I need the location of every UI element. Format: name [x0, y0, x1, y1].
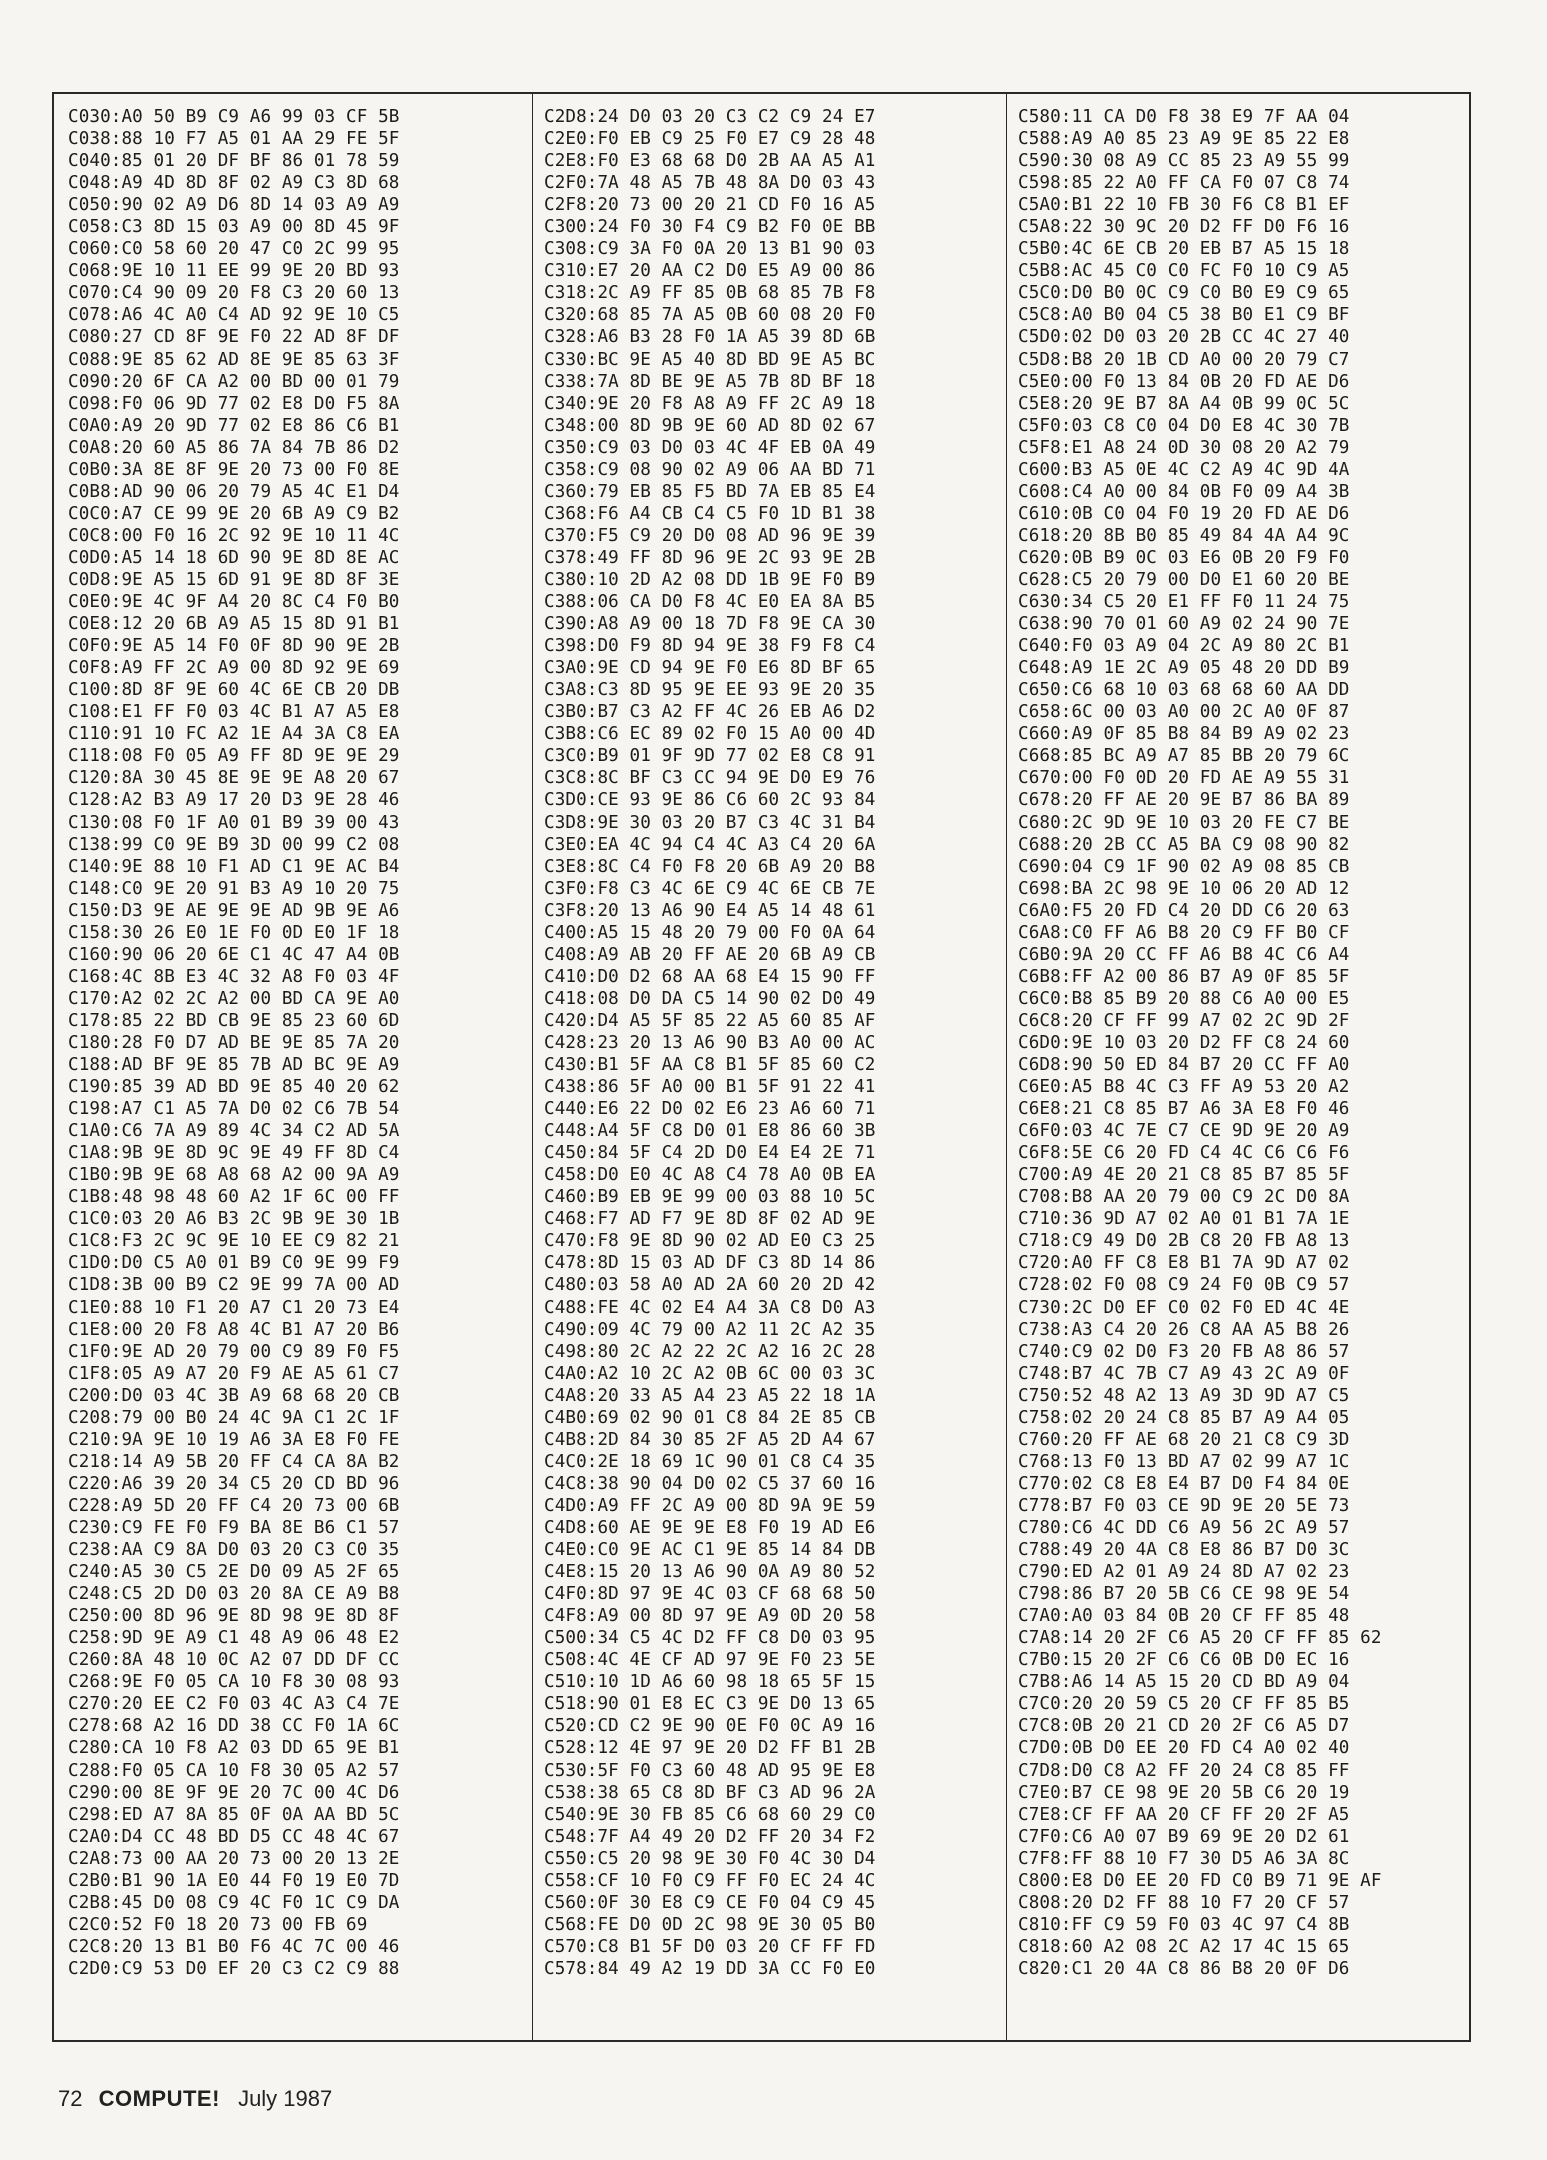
code-line: C3B8:C6 EC 89 02 F0 15 A0 00 4D: [544, 724, 876, 745]
code-line: C1F8:05 A9 A7 20 F9 AE A5 61 C7: [68, 1363, 400, 1384]
code-line: C3E0:EA 4C 94 C4 4C A3 C4 20 6A: [544, 834, 876, 855]
code-line: C2E8:F0 E3 68 68 D0 2B AA A5 A1: [544, 151, 876, 172]
code-line: C260:8A 48 10 0C A2 07 DD DF CC: [68, 1650, 400, 1671]
code-line: C698:BA 2C 98 9E 10 06 20 AD 12: [1018, 878, 1350, 899]
page-footer: [58, 2086, 332, 2112]
code-line: C370:F5 C9 20 D0 08 AD 96 9E 39: [544, 525, 876, 546]
code-line: C768:13 F0 13 BD A7 02 99 A7 1C: [1018, 1451, 1350, 1472]
code-line: C470:F8 9E 8D 90 02 AD E0 C3 25: [544, 1231, 876, 1252]
code-line: C778:B7 F0 03 CE 9D 9E 20 5E 73: [1018, 1495, 1350, 1516]
code-line: C600:B3 A5 0E 4C C2 A9 4C 9D 4A: [1018, 459, 1350, 480]
code-line: C710:36 9D A7 02 A0 01 B1 7A 1E: [1018, 1209, 1350, 1230]
code-line: C810:FF C9 59 F0 03 4C 97 C4 8B: [1018, 1914, 1350, 1935]
code-line: C178:85 22 BD CB 9E 85 23 60 6D: [68, 1010, 400, 1031]
code-line: C0E0:9E 4C 9F A4 20 8C C4 F0 B0: [68, 592, 400, 613]
issue-date: July 1987: [238, 2086, 333, 2111]
code-line: C070:C4 90 09 20 F8 C3 20 60 13: [68, 283, 400, 304]
code-line: C528:12 4E 97 9E 20 D2 FF B1 2B: [544, 1738, 876, 1759]
code-line: C148:C0 9E 20 91 B3 A9 10 20 75: [68, 878, 400, 899]
code-line: C7E0:B7 CE 98 9E 20 5B C6 20 19: [1018, 1782, 1350, 1803]
code-line: C0B0:3A 8E 8F 9E 20 73 00 F0 8E: [68, 459, 400, 480]
code-line: C1C8:F3 2C 9C 9E 10 EE C9 82 21: [68, 1231, 400, 1252]
code-line: C418:08 D0 DA C5 14 90 02 D0 49: [544, 988, 876, 1009]
code-line: C300:24 F0 30 F4 C9 B2 F0 0E BB: [544, 217, 876, 238]
code-line: C2E0:F0 EB C9 25 F0 E7 C9 28 48: [544, 129, 876, 150]
code-line: C438:86 5F A0 00 B1 5F 91 22 41: [544, 1077, 876, 1098]
code-line: C628:C5 20 79 00 D0 E1 60 20 BE: [1018, 569, 1350, 590]
code-line: C210:9A 9E 10 19 A6 3A E8 F0 FE: [68, 1429, 400, 1450]
code-line: C6A0:F5 20 FD C4 20 DD C6 20 63: [1018, 900, 1350, 921]
code-line: C0F0:9E A5 14 F0 0F 8D 90 9E 2B: [68, 636, 400, 657]
code-line: C1A8:9B 9E 8D 9C 9E 49 FF 8D C4: [68, 1143, 400, 1164]
code-line: C3C8:8C BF C3 CC 94 9E D0 E9 76: [544, 768, 876, 789]
code-line: C468:F7 AD F7 9E 8D 8F 02 AD 9E: [544, 1209, 876, 1230]
code-line: C818:60 A2 08 2C A2 17 4C 15 65: [1018, 1936, 1350, 1957]
code-line: C220:A6 39 20 34 C5 20 CD BD 96: [68, 1473, 400, 1494]
code-line: C608:C4 A0 00 84 0B F0 09 A4 3B: [1018, 481, 1350, 502]
code-line: C808:20 D2 FF 88 10 F7 20 CF 57: [1018, 1892, 1350, 1913]
code-line: C820:C1 20 4A C8 86 B8 20 0F D6: [1018, 1958, 1350, 1979]
code-line: C1A0:C6 7A A9 89 4C 34 C2 AD 5A: [68, 1121, 400, 1142]
code-line: C7D8:D0 C8 A2 FF 20 24 C8 85 FF: [1018, 1760, 1350, 1781]
code-line: C728:02 F0 08 C9 24 F0 0B C9 57: [1018, 1275, 1350, 1296]
code-line: C248:C5 2D D0 03 20 8A CE A9 B8: [68, 1584, 400, 1605]
code-line: C0A0:A9 20 9D 77 02 E8 86 C6 B1: [68, 415, 400, 436]
code-line: C328:A6 B3 28 F0 1A A5 39 8D 6B: [544, 327, 876, 348]
magazine-name: COMPUTE!: [98, 2086, 220, 2111]
code-line: C4D0:A9 FF 2C A9 00 8D 9A 9E 59: [544, 1495, 876, 1516]
code-line: C620:0B B9 0C 03 E6 0B 20 F9 F0: [1018, 547, 1350, 568]
code-line: C448:A4 5F C8 D0 01 E8 86 60 3B: [544, 1121, 876, 1142]
code-line: C340:9E 20 F8 A8 A9 FF 2C A9 18: [544, 393, 876, 414]
code-line: C6D8:90 50 ED 84 B7 20 CC FF A0: [1018, 1055, 1350, 1076]
code-line: C140:9E 88 10 F1 AD C1 9E AC B4: [68, 856, 400, 877]
code-line: C3E8:8C C4 F0 F8 20 6B A9 20 B8: [544, 856, 876, 877]
code-line: C098:F0 06 9D 77 02 E8 D0 F5 8A: [68, 393, 400, 414]
code-line: C5C8:A0 B0 04 C5 38 B0 E1 C9 BF: [1018, 305, 1350, 326]
code-line: C3D0:CE 93 9E 86 C6 60 2C 93 84: [544, 790, 876, 811]
code-line: C5F0:03 C8 C0 04 D0 E8 4C 30 7B: [1018, 415, 1350, 436]
code-line: C480:03 58 A0 AD 2A 60 20 2D 42: [544, 1275, 876, 1296]
code-line: C1D8:3B 00 B9 C2 9E 99 7A 00 AD: [68, 1275, 400, 1296]
code-line: C110:91 10 FC A2 1E A4 3A C8 EA: [68, 724, 400, 745]
code-line: C0D8:9E A5 15 6D 91 9E 8D 8F 3E: [68, 569, 400, 590]
code-line: C440:E6 22 D0 02 E6 23 A6 60 71: [544, 1099, 876, 1120]
code-line: C348:00 8D 9B 9E 60 AD 8D 02 67: [544, 415, 876, 436]
code-line: C460:B9 EB 9E 99 00 03 88 10 5C: [544, 1187, 876, 1208]
code-line: C780:C6 4C DD C6 A9 56 2C A9 57: [1018, 1518, 1350, 1538]
code-line: C790:ED A2 01 A9 24 8D A7 02 23: [1018, 1562, 1350, 1583]
code-line: C238:AA C9 8A D0 03 20 C3 C0 35: [68, 1540, 400, 1561]
code-line: C5B0:4C 6E CB 20 EB B7 A5 15 18: [1018, 239, 1350, 260]
code-line: C518:90 01 E8 EC C3 9E D0 13 65: [544, 1694, 876, 1715]
code-line: C6E0:A5 B8 4C C3 FF A9 53 20 A2: [1018, 1077, 1350, 1098]
code-line: C048:A9 4D 8D 8F 02 A9 C3 8D 68: [68, 173, 400, 194]
code-line: C678:20 FF AE 20 9E B7 86 BA 89: [1018, 790, 1350, 811]
code-line: C108:E1 FF F0 03 4C B1 A7 A5 E8: [68, 702, 400, 723]
code-line: C498:80 2C A2 22 2C A2 16 2C 28: [544, 1341, 876, 1362]
code-line: C6B8:FF A2 00 86 B7 A9 0F 85 5F: [1018, 966, 1350, 987]
code-line: C4C0:2E 18 69 1C 90 01 C8 C4 35: [544, 1451, 876, 1472]
code-line: C580:11 CA D0 F8 38 E9 7F AA 04: [1018, 107, 1350, 127]
code-line: C038:88 10 F7 A5 01 AA 29 FE 5F: [68, 129, 400, 150]
code-line: C748:B7 4C 7B C7 A9 43 2C A9 0F: [1018, 1363, 1350, 1384]
code-line: C080:27 CD 8F 9E F0 22 AD 8F DF: [68, 327, 400, 348]
code-line: C4C8:38 90 04 D0 02 C5 37 60 16: [544, 1473, 876, 1494]
code-line: C548:7F A4 49 20 D2 FF 20 34 F2: [544, 1826, 876, 1847]
code-line: C218:14 A9 5B 20 FF C4 CA 8A B2: [68, 1451, 400, 1472]
code-line: C688:20 2B CC A5 BA C9 08 90 82: [1018, 834, 1350, 855]
code-line: C180:28 F0 D7 AD BE 9E 85 7A 20: [68, 1032, 400, 1053]
code-line: C750:52 48 A2 13 A9 3D 9D A7 C5: [1018, 1385, 1350, 1406]
code-line: C540:9E 30 FB 85 C6 68 60 29 C0: [544, 1804, 876, 1825]
code-line: C5C0:D0 B0 0C C9 C0 B0 E9 C9 65: [1018, 283, 1350, 304]
code-line: C530:5F F0 C3 60 48 AD 95 9E E8: [544, 1760, 876, 1781]
code-line: C308:C9 3A F0 0A 20 13 B1 90 03: [544, 239, 876, 260]
code-line: C030:A0 50 B9 C9 A6 99 03 CF 5B: [68, 107, 400, 127]
code-line: C7A8:14 20 2F C6 A5 20 CF FF 85 62: [1018, 1628, 1382, 1649]
code-line: C5E8:20 9E B7 8A A4 0B 99 0C 5C: [1018, 393, 1350, 414]
code-line: C2A8:73 00 AA 20 73 00 20 13 2E: [68, 1848, 400, 1869]
code-line: C2B8:45 D0 08 C9 4C F0 1C C9 DA: [68, 1892, 400, 1913]
code-line: C700:A9 4E 20 21 C8 85 B7 85 5F: [1018, 1165, 1350, 1186]
column-divider: [532, 94, 533, 2040]
code-line: C720:A0 FF C8 E8 B1 7A 9D A7 02: [1018, 1253, 1350, 1274]
code-line: C6C8:20 CF FF 99 A7 02 2C 9D 2F: [1018, 1010, 1350, 1031]
code-line: C730:2C D0 EF C0 02 F0 ED 4C 4E: [1018, 1297, 1350, 1318]
code-line: C2B0:B1 90 1A E0 44 F0 19 E0 7D: [68, 1870, 400, 1891]
code-line: C1E8:00 20 F8 A8 4C B1 A7 20 B6: [68, 1319, 400, 1340]
code-line: C508:4C 4E CF AD 97 9E F0 23 5E: [544, 1650, 876, 1671]
code-line: C290:00 8E 9F 9E 20 7C 00 4C D6: [68, 1782, 400, 1803]
code-line: C618:20 8B B0 85 49 84 4A A4 9C: [1018, 525, 1350, 546]
code-line: C398:D0 F9 8D 94 9E 38 F9 F8 C4: [544, 636, 876, 657]
code-line: C6D0:9E 10 03 20 D2 FF C8 24 60: [1018, 1032, 1350, 1053]
code-line: C670:00 F0 0D 20 FD AE A9 55 31: [1018, 768, 1350, 789]
code-line: C3B0:B7 C3 A2 FF 4C 26 EB A6 D2: [544, 702, 876, 723]
code-line: C0D0:A5 14 18 6D 90 9E 8D 8E AC: [68, 547, 400, 568]
column-divider: [1006, 94, 1007, 2040]
code-line: C368:F6 A4 CB C4 C5 F0 1D B1 38: [544, 503, 876, 524]
code-line: C088:9E 85 62 AD 8E 9E 85 63 3F: [68, 349, 400, 370]
code-line: C648:A9 1E 2C A9 05 48 20 DD B9: [1018, 658, 1350, 679]
code-line: C3D8:9E 30 03 20 B7 C3 4C 31 B4: [544, 812, 876, 833]
code-line: C378:49 FF 8D 96 9E 2C 93 9E 2B: [544, 547, 876, 568]
code-line: C4A0:A2 10 2C A2 0B 6C 00 03 3C: [544, 1363, 876, 1384]
code-line: C230:C9 FE F0 F9 BA 8E B6 C1 57: [68, 1518, 400, 1538]
code-line: C7B0:15 20 2F C6 C6 0B D0 EC 16: [1018, 1650, 1350, 1671]
code-line: C320:68 85 7A A5 0B 60 08 20 F0: [544, 305, 876, 326]
code-line: C4E8:15 20 13 A6 90 0A A9 80 52: [544, 1562, 876, 1583]
code-line: C040:85 01 20 DF BF 86 01 78 59: [68, 151, 400, 172]
code-line: C758:02 20 24 C8 85 B7 A9 A4 05: [1018, 1407, 1350, 1428]
code-line: C4F8:A9 00 8D 97 9E A9 0D 20 58: [544, 1606, 876, 1627]
code-line: C130:08 F0 1F A0 01 B9 39 00 43: [68, 812, 400, 833]
code-line: C718:C9 49 D0 2B C8 20 FB A8 13: [1018, 1231, 1350, 1252]
code-line: C2D0:C9 53 D0 EF 20 C3 C2 C9 88: [68, 1958, 400, 1979]
code-line: C690:04 C9 1F 90 02 A9 08 85 CB: [1018, 856, 1350, 877]
code-line: C500:34 C5 4C D2 FF C8 D0 03 95: [544, 1628, 876, 1649]
code-line: C4B8:2D 84 30 85 2F A5 2D A4 67: [544, 1429, 876, 1450]
code-line: C1C0:03 20 A6 B3 2C 9B 9E 30 1B: [68, 1209, 400, 1230]
code-line: C490:09 4C 79 00 A2 11 2C A2 35: [544, 1319, 876, 1340]
page-number: 72: [58, 2086, 83, 2111]
listing-column-2: [544, 106, 875, 2032]
code-line: C060:C0 58 60 20 47 C0 2C 99 95: [68, 239, 400, 260]
code-line: C560:0F 30 E8 C9 CE F0 04 C9 45: [544, 1892, 876, 1913]
code-line: C680:2C 9D 9E 10 03 20 FE C7 BE: [1018, 812, 1350, 833]
code-line: C6F8:5E C6 20 FD C4 4C C6 C6 F6: [1018, 1143, 1350, 1164]
code-line: C630:34 C5 20 E1 FF F0 11 24 75: [1018, 592, 1350, 613]
code-line: C5E0:00 F0 13 84 0B 20 FD AE D6: [1018, 371, 1350, 392]
code-line: C740:C9 02 D0 F3 20 FB A8 86 57: [1018, 1341, 1350, 1362]
code-line: C240:A5 30 C5 2E D0 09 A5 2F 65: [68, 1562, 400, 1583]
code-line: C5F8:E1 A8 24 0D 30 08 20 A2 79: [1018, 437, 1350, 458]
listing-column-1: [68, 106, 399, 2032]
code-line: C128:A2 B3 A9 17 20 D3 9E 28 46: [68, 790, 400, 811]
code-line: C318:2C A9 FF 85 0B 68 85 7B F8: [544, 283, 876, 304]
code-line: C788:49 20 4A C8 E8 86 B7 D0 3C: [1018, 1540, 1350, 1561]
code-line: C3C0:B9 01 9F 9D 77 02 E8 C8 91: [544, 746, 876, 767]
code-line: C558:CF 10 F0 C9 FF F0 EC 24 4C: [544, 1870, 876, 1891]
code-line: C390:A8 A9 00 18 7D F8 9E CA 30: [544, 614, 876, 635]
code-line: C3A8:C3 8D 95 9E EE 93 9E 20 35: [544, 680, 876, 701]
code-line: C450:84 5F C4 2D D0 E4 E4 2E 71: [544, 1143, 876, 1164]
code-line: C170:A2 02 2C A2 00 BD CA 9E A0: [68, 988, 400, 1009]
code-line: C6E8:21 C8 85 B7 A6 3A E8 F0 46: [1018, 1099, 1350, 1120]
code-line: C100:8D 8F 9E 60 4C 6E CB 20 DB: [68, 680, 400, 701]
code-line: C4E0:C0 9E AC C1 9E 85 14 84 DB: [544, 1540, 876, 1561]
code-line: C150:D3 9E AE 9E 9E AD 9B 9E A6: [68, 900, 400, 921]
code-line: C610:0B C0 04 F0 19 20 FD AE D6: [1018, 503, 1350, 524]
code-line: C4A8:20 33 A5 A4 23 A5 22 18 1A: [544, 1385, 876, 1406]
code-line: C278:68 A2 16 DD 38 CC F0 1A 6C: [68, 1716, 400, 1737]
code-line: C0F8:A9 FF 2C A9 00 8D 92 9E 69: [68, 658, 400, 679]
code-line: C650:C6 68 10 03 68 68 60 AA DD: [1018, 680, 1350, 701]
code-line: C118:08 F0 05 A9 FF 8D 9E 9E 29: [68, 746, 400, 767]
code-line: C658:6C 00 03 A0 00 2C A0 0F 87: [1018, 702, 1350, 723]
code-line: C338:7A 8D BE 9E A5 7B 8D BF 18: [544, 371, 876, 392]
code-line: C4B0:69 02 90 01 C8 84 2E 85 CB: [544, 1407, 876, 1428]
code-line: C570:C8 B1 5F D0 03 20 CF FF FD: [544, 1936, 876, 1957]
code-line: C1E0:88 10 F1 20 A7 C1 20 73 E4: [68, 1297, 400, 1318]
code-line: C578:84 49 A2 19 DD 3A CC F0 E0: [544, 1958, 876, 1979]
code-line: C208:79 00 B0 24 4C 9A C1 2C 1F: [68, 1407, 400, 1428]
code-line: C068:9E 10 11 EE 99 9E 20 BD 93: [68, 261, 400, 282]
code-line: C090:20 6F CA A2 00 BD 00 01 79: [68, 371, 400, 392]
code-line: C200:D0 03 4C 3B A9 68 68 20 CB: [68, 1385, 400, 1406]
code-line: C360:79 EB 85 F5 BD 7A EB 85 E4: [544, 481, 876, 502]
code-line: C2D8:24 D0 03 20 C3 C2 C9 24 E7: [544, 107, 876, 127]
code-line: C410:D0 D2 68 AA 68 E4 15 90 FF: [544, 966, 876, 987]
code-line: C078:A6 4C A0 C4 AD 92 9E 10 C5: [68, 305, 400, 326]
code-line: C800:E8 D0 EE 20 FD C0 B9 71 9E AF: [1018, 1870, 1382, 1891]
code-line: C120:8A 30 45 8E 9E 9E A8 20 67: [68, 768, 400, 789]
code-line: C5D0:02 D0 03 20 2B CC 4C 27 40: [1018, 327, 1350, 348]
code-line: C058:C3 8D 15 03 A9 00 8D 45 9F: [68, 217, 400, 238]
code-line: C2C0:52 F0 18 20 73 00 FB 69: [68, 1914, 368, 1935]
code-line: C6A8:C0 FF A6 B8 20 C9 FF B0 CF: [1018, 922, 1350, 943]
code-line: C330:BC 9E A5 40 8D BD 9E A5 BC: [544, 349, 876, 370]
listing-column-3: [1018, 106, 1382, 2032]
code-line: C380:10 2D A2 08 DD 1B 9E F0 B9: [544, 569, 876, 590]
code-line: C190:85 39 AD BD 9E 85 40 20 62: [68, 1077, 400, 1098]
code-line: C520:CD C2 9E 90 0E F0 0C A9 16: [544, 1716, 876, 1737]
code-line: C198:A7 C1 A5 7A D0 02 C6 7B 54: [68, 1099, 400, 1120]
code-line: C160:90 06 20 6E C1 4C 47 A4 0B: [68, 944, 400, 965]
code-line: C708:B8 AA 20 79 00 C9 2C D0 8A: [1018, 1187, 1350, 1208]
code-line: C738:A3 C4 20 26 C8 AA A5 B8 26: [1018, 1319, 1350, 1340]
code-line: C0B8:AD 90 06 20 79 A5 4C E1 D4: [68, 481, 400, 502]
code-line: C358:C9 08 90 02 A9 06 AA BD 71: [544, 459, 876, 480]
code-line: C400:A5 15 48 20 79 00 F0 0A 64: [544, 922, 876, 943]
code-line: C1B8:48 98 48 60 A2 1F 6C 00 FF: [68, 1187, 400, 1208]
code-line: C5B8:AC 45 C0 C0 FC F0 10 C9 A5: [1018, 261, 1350, 282]
code-line: C7E8:CF FF AA 20 CF FF 20 2F A5: [1018, 1804, 1350, 1825]
code-line: C1B0:9B 9E 68 A8 68 A2 00 9A A9: [68, 1165, 400, 1186]
code-line: C7B8:A6 14 A5 15 20 CD BD A9 04: [1018, 1672, 1350, 1693]
code-line: C5A0:B1 22 10 FB 30 F6 C8 B1 EF: [1018, 195, 1350, 216]
code-line: C3F0:F8 C3 4C 6E C9 4C 6E CB 7E: [544, 878, 876, 899]
code-line: C3A0:9E CD 94 9E F0 E6 8D BF 65: [544, 658, 876, 679]
code-line: C270:20 EE C2 F0 03 4C A3 C4 7E: [68, 1694, 400, 1715]
code-line: C0E8:12 20 6B A9 A5 15 8D 91 B1: [68, 614, 400, 635]
code-line: C638:90 70 01 60 A9 02 24 90 7E: [1018, 614, 1350, 635]
code-line: C6F0:03 4C 7E C7 CE 9D 9E 20 A9: [1018, 1121, 1350, 1142]
code-line: C510:10 1D A6 60 98 18 65 5F 15: [544, 1672, 876, 1693]
code-line: C5A8:22 30 9C 20 D2 FF D0 F6 16: [1018, 217, 1350, 238]
code-line: C350:C9 03 D0 03 4C 4F EB 0A 49: [544, 437, 876, 458]
code-line: C5D8:B8 20 1B CD A0 00 20 79 C7: [1018, 349, 1350, 370]
code-line: C428:23 20 13 A6 90 B3 A0 00 AC: [544, 1032, 876, 1053]
code-line: C7A0:A0 03 84 0B 20 CF FF 85 48: [1018, 1606, 1350, 1627]
code-line: C770:02 C8 E8 E4 B7 D0 F4 84 0E: [1018, 1473, 1350, 1494]
code-line: C2C8:20 13 B1 B0 F6 4C 7C 00 46: [68, 1936, 400, 1957]
code-line: C288:F0 05 CA 10 F8 30 05 A2 57: [68, 1760, 400, 1781]
code-line: C760:20 FF AE 68 20 21 C8 C9 3D: [1018, 1429, 1350, 1450]
code-line: C2A0:D4 CC 48 BD D5 CC 48 4C 67: [68, 1826, 400, 1847]
code-line: C488:FE 4C 02 E4 A4 3A C8 D0 A3: [544, 1297, 876, 1318]
code-line: C280:CA 10 F8 A2 03 DD 65 9E B1: [68, 1738, 400, 1759]
code-line: C3F8:20 13 A6 90 E4 A5 14 48 61: [544, 900, 876, 921]
code-line: C7F8:FF 88 10 F7 30 D5 A6 3A 8C: [1018, 1848, 1350, 1869]
code-line: C4F0:8D 97 9E 4C 03 CF 68 68 50: [544, 1584, 876, 1605]
code-line: C660:A9 0F 85 B8 84 B9 A9 02 23: [1018, 724, 1350, 745]
code-line: C568:FE D0 0D 2C 98 9E 30 05 B0: [544, 1914, 876, 1935]
listing-frame: [52, 92, 1471, 2042]
code-line: C2F0:7A 48 A5 7B 48 8A D0 03 43: [544, 173, 876, 194]
code-line: C7C0:20 20 59 C5 20 CF FF 85 B5: [1018, 1694, 1350, 1715]
code-line: C158:30 26 E0 1E F0 0D E0 1F 18: [68, 922, 400, 943]
code-line: C590:30 08 A9 CC 85 23 A9 55 99: [1018, 151, 1350, 172]
code-line: C538:38 65 C8 8D BF C3 AD 96 2A: [544, 1782, 876, 1803]
code-line: C268:9E F0 05 CA 10 F8 30 08 93: [68, 1672, 400, 1693]
code-line: C310:E7 20 AA C2 D0 E5 A9 00 86: [544, 261, 876, 282]
code-line: C6B0:9A 20 CC FF A6 B8 4C C6 A4: [1018, 944, 1350, 965]
code-line: C588:A9 A0 85 23 A9 9E 85 22 E8: [1018, 129, 1350, 150]
code-line: C798:86 B7 20 5B C6 CE 98 9E 54: [1018, 1584, 1350, 1605]
code-line: C1D0:D0 C5 A0 01 B9 C0 9E 99 F9: [68, 1253, 400, 1274]
code-line: C258:9D 9E A9 C1 48 A9 06 48 E2: [68, 1628, 400, 1649]
code-line: C0A8:20 60 A5 86 7A 84 7B 86 D2: [68, 437, 400, 458]
code-line: C458:D0 E0 4C A8 C4 78 A0 0B EA: [544, 1165, 876, 1186]
code-line: C050:90 02 A9 D6 8D 14 03 A9 A9: [68, 195, 400, 216]
code-line: C550:C5 20 98 9E 30 F0 4C 30 D4: [544, 1848, 876, 1869]
code-line: C430:B1 5F AA C8 B1 5F 85 60 C2: [544, 1055, 876, 1076]
code-line: C408:A9 AB 20 FF AE 20 6B A9 CB: [544, 944, 876, 965]
code-line: C0C0:A7 CE 99 9E 20 6B A9 C9 B2: [68, 503, 400, 524]
code-line: C640:F0 03 A9 04 2C A9 80 2C B1: [1018, 636, 1350, 657]
code-line: C168:4C 8B E3 4C 32 A8 F0 03 4F: [68, 966, 400, 987]
code-line: C2F8:20 73 00 20 21 CD F0 16 A5: [544, 195, 876, 216]
code-line: C668:85 BC A9 A7 85 BB 20 79 6C: [1018, 746, 1350, 767]
code-line: C228:A9 5D 20 FF C4 20 73 00 6B: [68, 1495, 400, 1516]
code-line: C138:99 C0 9E B9 3D 00 99 C2 08: [68, 834, 400, 855]
code-line: C188:AD BF 9E 85 7B AD BC 9E A9: [68, 1055, 400, 1076]
code-line: C298:ED A7 8A 85 0F 0A AA BD 5C: [68, 1804, 400, 1825]
code-line: C1F0:9E AD 20 79 00 C9 89 F0 F5: [68, 1341, 400, 1362]
code-line: C420:D4 A5 5F 85 22 A5 60 85 AF: [544, 1010, 876, 1031]
code-line: C478:8D 15 03 AD DF C3 8D 14 86: [544, 1253, 876, 1274]
code-line: C0C8:00 F0 16 2C 92 9E 10 11 4C: [68, 525, 400, 546]
code-line: C250:00 8D 96 9E 8D 98 9E 8D 8F: [68, 1606, 400, 1627]
code-line: C6C0:B8 85 B9 20 88 C6 A0 00 E5: [1018, 988, 1350, 1009]
code-line: C7C8:0B 20 21 CD 20 2F C6 A5 D7: [1018, 1716, 1350, 1737]
code-line: C4D8:60 AE 9E 9E E8 F0 19 AD E6: [544, 1518, 876, 1538]
code-line: C598:85 22 A0 FF CA F0 07 C8 74: [1018, 173, 1350, 194]
code-line: C388:06 CA D0 F8 4C E0 EA 8A B5: [544, 592, 876, 613]
code-line: C7F0:C6 A0 07 B9 69 9E 20 D2 61: [1018, 1826, 1350, 1847]
code-line: C7D0:0B D0 EE 20 FD C4 A0 02 40: [1018, 1738, 1350, 1759]
